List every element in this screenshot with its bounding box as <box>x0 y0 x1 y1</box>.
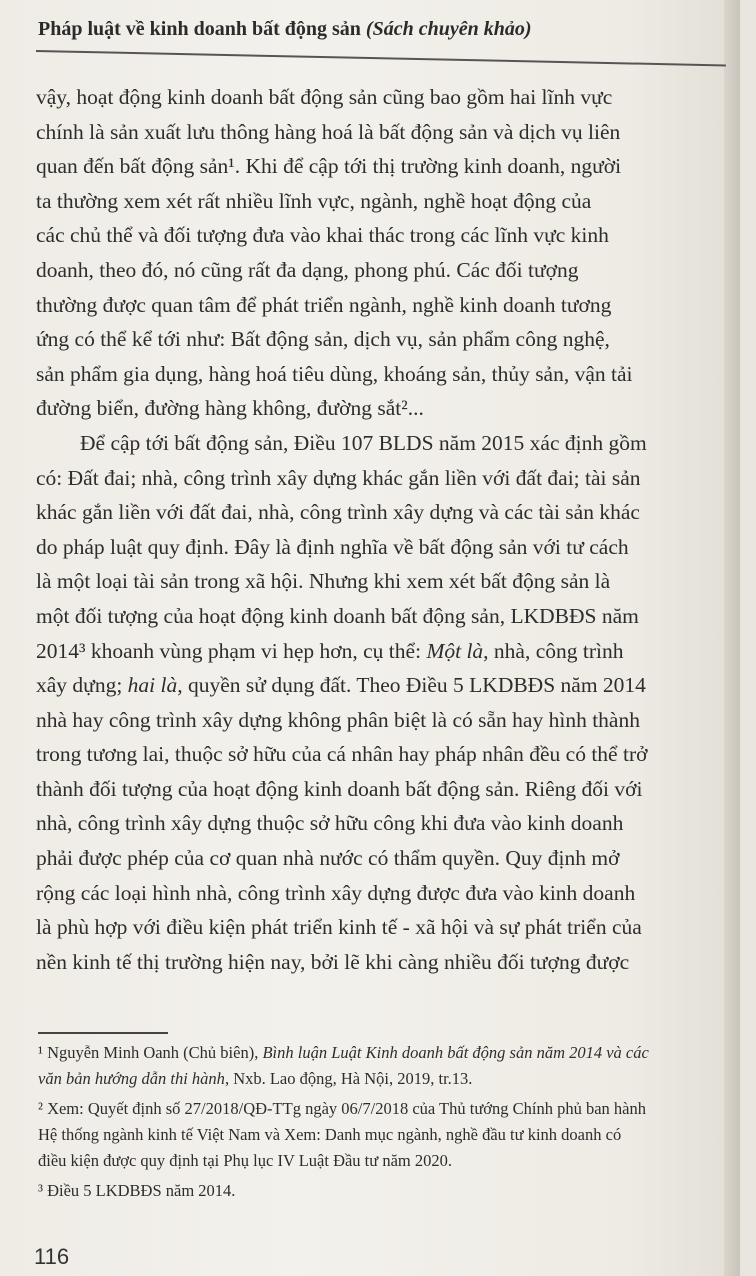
footnote-1-prefix: ¹ Nguyễn Minh Oanh (Chủ biên), <box>38 1043 263 1062</box>
text-line: nền kinh tế thị trường hiện nay, bởi lẽ khi càng nhiều đối tượng được <box>36 949 630 974</box>
footnote-2-line: Hệ thống ngành kinh tế Việt Nam và Xem: Danh mục ngành, nghề đầu tư kinh doanh có <box>38 1125 622 1144</box>
footnotes <box>38 1040 728 1204</box>
text-line: vậy, hoạt động kinh doanh bất động sản cũng bao gồm hai lĩnh vực <box>36 85 613 109</box>
text-line: chính là sản xuất lưu thông hàng hoá là bất động sản và dịch vụ liên <box>36 119 621 144</box>
text-line <box>36 634 726 669</box>
footnote-1-title: Bình luận Luật Kinh doanh bất động sản năm 2014 và các <box>262 1043 649 1062</box>
footnote-3: ³ Điều 5 LKDBĐS năm 2014. <box>38 1181 236 1200</box>
header-title: Pháp luật về kinh doanh bất động sản <box>38 18 361 40</box>
text-line: một đối tượng của hoạt động kinh doanh bất động sản, LKDBĐS năm <box>36 603 639 628</box>
running-header <box>38 18 532 41</box>
text-run: xây dựng; <box>36 673 128 698</box>
footnote-rule <box>38 1032 168 1034</box>
footnote-1-suffix: , Nxb. Lao động, Hà Nội, 2019, tr.13. <box>224 1069 473 1088</box>
text-line: nhà, công trình xây dựng thuộc sở hữu công khi đưa vào kinh doanh <box>36 811 624 836</box>
text-line: trong tương lai, thuộc sở hữu của cá nhân hay pháp nhân đều có thể trở <box>36 742 648 767</box>
text-line: phải được phép của cơ quan nhà nước có thẩm quyền. Quy định mở <box>36 846 620 871</box>
text-line: do pháp luật quy định. Đây là định nghĩa về bất động sản với tư cách <box>36 534 629 559</box>
text-line <box>36 668 726 703</box>
text-line: nhà hay công trình xây dựng không phân biệt là có sẵn hay hình thành <box>36 707 640 732</box>
text-run: , quyền sử dụng đất. Theo Điều 5 LKDBĐS năm 2014 <box>177 673 646 698</box>
header-rule <box>36 50 726 66</box>
italic-run: Một là <box>426 638 484 663</box>
text-line: thành đối tượng của hoạt động kinh doanh bất động sản. Riêng đối với <box>36 776 643 801</box>
footnote-1-line <box>38 1040 728 1066</box>
page-number: 116 <box>34 1244 70 1269</box>
text-line: ta thường xem xét rất nhiều lĩnh vực, ngành, nghề hoạt động của <box>36 188 592 213</box>
text-run: , nhà, công trình <box>483 638 624 663</box>
text-line: có: Đất đai; nhà, công trình xây dựng khác gắn liền với đất đai; tài sản <box>36 465 641 490</box>
body-text <box>36 80 726 979</box>
text-line: đường biển, đường hàng không, đường sắt²... <box>36 396 424 421</box>
text-line: là một loại tài sản trong xã hội. Nhưng khi xem xét bất động sản là <box>36 569 611 594</box>
header-subtitle: (Sách chuyên khảo) <box>365 18 532 40</box>
paragraph-start-line: Để cập tới bất động sản, Điều 107 BLDS năm 2015 xác định gồm <box>80 430 647 455</box>
footnote-2-line: điều kiện được quy định tại Phụ lục IV Luật Đầu tư năm 2020. <box>38 1151 452 1170</box>
footnote-1-line <box>38 1066 728 1092</box>
text-line: các chủ thể và đối tượng đưa vào khai thác trong các lĩnh vực kinh <box>36 223 609 248</box>
text-line: quan đến bất động sản¹. Khi để cập tới thị trường kinh doanh, người <box>36 154 622 179</box>
text-line: khác gắn liền với đất đai, nhà, công trình xây dựng và các tài sản khác <box>36 500 640 525</box>
footnote-2-line: ² Xem: Quyết định số 27/2018/QĐ-TTg ngày 06/7/2018 của Thủ tướng Chính phủ ban hành <box>38 1099 646 1118</box>
text-line: thường được quan tâm để phát triển ngành, nghề kinh doanh tương <box>36 292 612 317</box>
footnote-1-title: văn bản hướng dẫn thi hành <box>38 1069 225 1088</box>
text-line: doanh, theo đó, nó cũng rất đa dạng, phong phú. Các đối tượng <box>36 257 579 282</box>
text-line: là phù hợp với điều kiện phát triển kinh tế - xã hội và sự phát triển của <box>36 915 642 940</box>
italic-run: hai là <box>127 673 178 698</box>
text-line: rộng các loại hình nhà, công trình xây dựng được đưa vào kinh doanh <box>36 880 636 905</box>
text-line: sản phẩm gia dụng, hàng hoá tiêu dùng, khoáng sản, thủy sản, vận tải <box>36 361 633 386</box>
text-line: ứng có thể kể tới như: Bất động sản, dịch vụ, sản phẩm công nghệ, <box>36 327 610 352</box>
text-run: 2014³ khoanh vùng phạm vi hẹp hơn, cụ thể: <box>36 638 427 663</box>
